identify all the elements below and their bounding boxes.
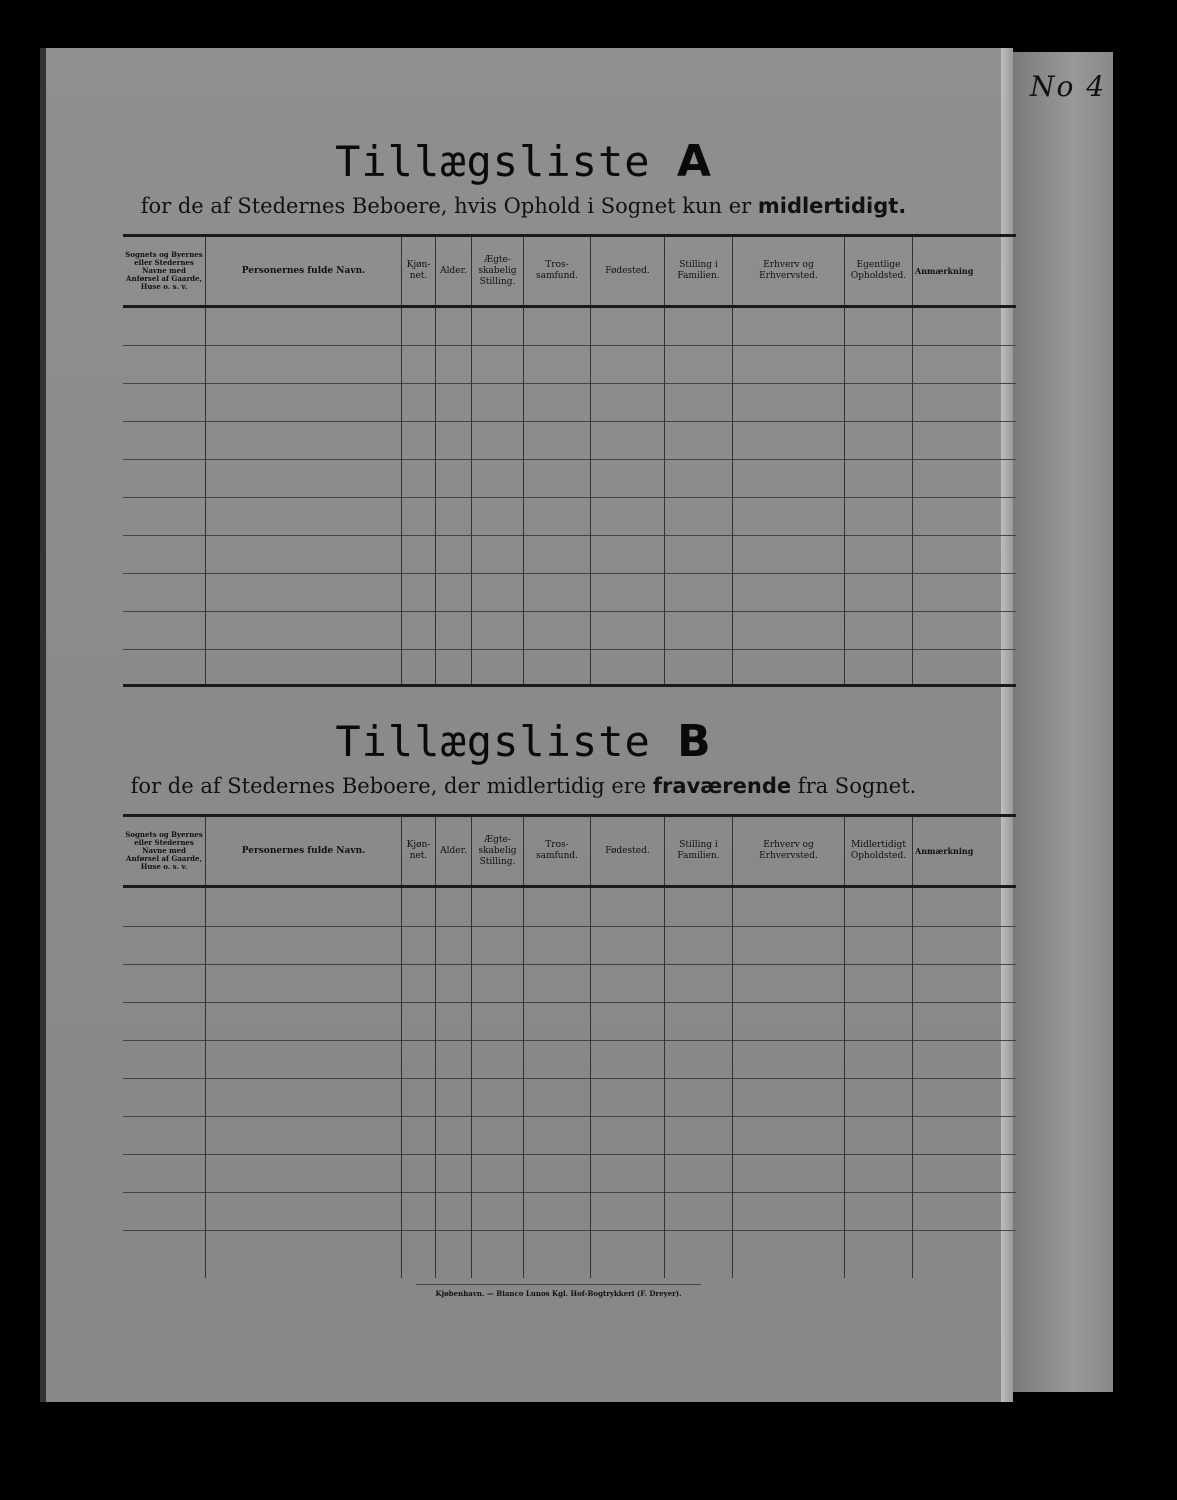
list-b-table bbox=[123, 814, 1016, 1278]
list-b-col-occupation: Erhverv og Erhvervsted. bbox=[733, 817, 845, 885]
list-a-table bbox=[123, 234, 1016, 686]
list-b-subtitle bbox=[46, 774, 1001, 798]
list-b-col-age: Alder. bbox=[436, 817, 472, 885]
column-rule bbox=[664, 308, 665, 686]
list-a-header-row bbox=[123, 237, 1016, 308]
list-b-subtitle-text: for de af Stedernes Beboere, der midlertidig ere bbox=[130, 774, 647, 798]
list-a-body bbox=[123, 308, 1016, 686]
column-rule bbox=[471, 888, 472, 1278]
list-a-col-religion: Tros-samfund. bbox=[524, 237, 591, 305]
list-a-col-occupation: Erhverv og Erhvervsted. bbox=[733, 237, 845, 305]
list-a-col-family-role: Stilling i Familien. bbox=[665, 237, 733, 305]
list-a-col-age: Alder. bbox=[436, 237, 472, 305]
list-b-col-temp-residence: Midlertidigt Opholdsted. bbox=[845, 817, 913, 885]
list-b-col-birthplace: Fødested. bbox=[591, 817, 665, 885]
column-rule bbox=[435, 308, 436, 686]
list-a-col-residence: Egentlige Opholdsted. bbox=[845, 237, 913, 305]
list-a-col-birthplace: Fødested. bbox=[591, 237, 665, 305]
column-rule bbox=[205, 308, 206, 686]
next-page-edge bbox=[1013, 52, 1113, 1392]
column-rule bbox=[205, 888, 206, 1278]
list-b-col-name: Personernes fulde Navn. bbox=[206, 817, 402, 885]
column-rule bbox=[844, 308, 845, 686]
list-a-subtitle-emphasis: midlertidigt. bbox=[757, 194, 907, 218]
list-b-title bbox=[46, 716, 1001, 767]
list-a-title-word: Tillægsliste bbox=[335, 137, 651, 186]
column-rule bbox=[401, 888, 402, 1278]
list-a-title bbox=[46, 136, 1001, 187]
list-b-subtitle-emphasis: fraværende bbox=[652, 774, 792, 798]
list-b-col-location: Sognets og Byernes eller Stedernes Navne med Anførsel af Gaarde, Huse o. s. v. bbox=[123, 817, 206, 885]
list-b-body bbox=[123, 888, 1016, 1278]
list-b-header-row bbox=[123, 817, 1016, 888]
page-number: No 4 bbox=[1030, 70, 1107, 103]
list-a-bottom-rule bbox=[123, 684, 1016, 687]
list-a-col-marital: Ægte-skabelig Stilling. bbox=[472, 237, 524, 305]
column-rule bbox=[435, 888, 436, 1278]
column-rule bbox=[523, 308, 524, 686]
list-b-col-marital: Ægte-skabelig Stilling. bbox=[472, 817, 524, 885]
list-b-col-religion: Tros-samfund. bbox=[524, 817, 591, 885]
list-a-col-location: Sognets og Byernes eller Stedernes Navne med Anførsel af Gaarde, Huse o. s. v. bbox=[123, 237, 206, 305]
list-b-col-sex: Kjøn-net. bbox=[402, 817, 436, 885]
list-b-col-family-role: Stilling i Familien. bbox=[665, 817, 733, 885]
column-rule bbox=[732, 308, 733, 686]
column-rule bbox=[844, 888, 845, 1278]
column-rule bbox=[471, 308, 472, 686]
list-a-col-name: Personernes fulde Navn. bbox=[206, 237, 402, 305]
column-rule bbox=[523, 888, 524, 1278]
list-a-col-sex: Kjøn-net. bbox=[402, 237, 436, 305]
column-rule bbox=[401, 308, 402, 686]
list-b-title-word: Tillægsliste bbox=[335, 717, 651, 766]
column-rule bbox=[590, 888, 591, 1278]
column-rule bbox=[664, 888, 665, 1278]
list-b-subtitle-end: fra Sognet. bbox=[797, 774, 917, 798]
list-a-subtitle bbox=[46, 194, 1001, 218]
list-a-col-remarks: Anmærkning bbox=[915, 265, 974, 276]
column-rule bbox=[912, 308, 913, 686]
printer-imprint: Kjøbenhavn. — Bianco Lunos Kgl. Hof-Bogtrykkeri (F. Dreyer). bbox=[416, 1284, 701, 1298]
column-rule bbox=[732, 888, 733, 1278]
list-b-title-letter: B bbox=[677, 716, 712, 767]
column-rule bbox=[590, 308, 591, 686]
list-a-title-letter: A bbox=[676, 136, 712, 187]
form-page bbox=[40, 48, 1001, 1402]
list-b-col-remarks: Anmærkning bbox=[915, 845, 974, 856]
column-rule bbox=[912, 888, 913, 1278]
list-a-subtitle-text: for de af Stedernes Beboere, hvis Ophold i Sognet kun er bbox=[140, 194, 752, 218]
